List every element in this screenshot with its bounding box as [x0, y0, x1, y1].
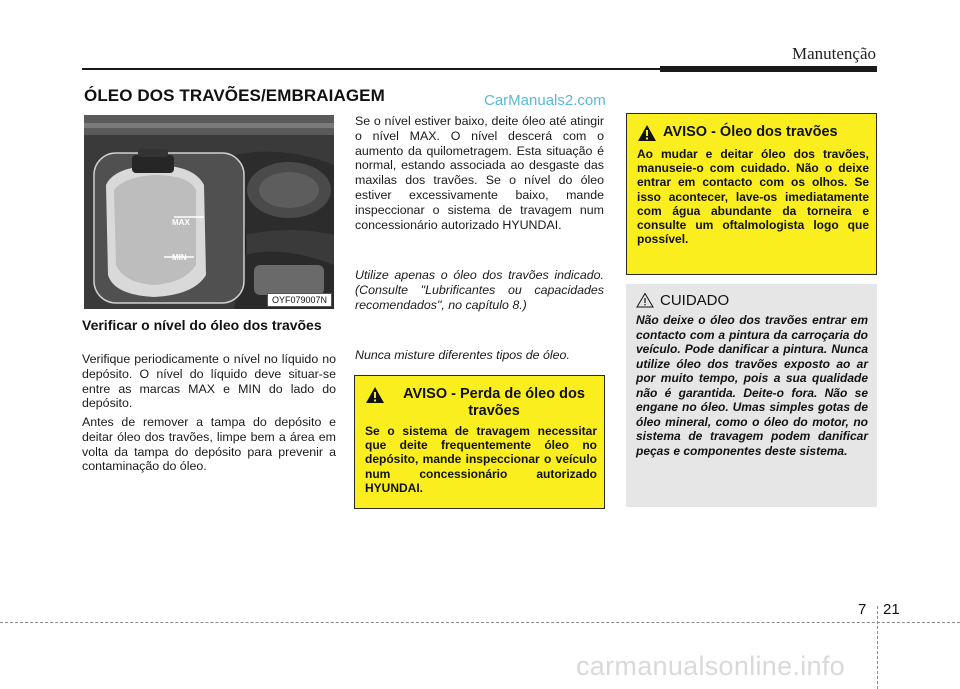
caution-box	[626, 284, 877, 507]
page-number: 21	[883, 601, 900, 618]
no-mixing-paragraph: Nunca misture diferentes tipos de óleo.	[355, 348, 570, 362]
caution-title: CUIDADO	[660, 292, 730, 309]
section-name: Manutenção	[791, 44, 876, 63]
page-title: ÓLEO DOS TRAVÕES/EMBRAIAGEM	[84, 86, 385, 105]
warning-brake-fluid-title: AVISO - Óleo dos travões	[663, 124, 838, 140]
recommended-fluid-paragraph: Utilize apenas o óleo dos travões indicado. (Consulte "Lubrificantes ou capacidades recomendados", no capítulo 8.)	[355, 268, 604, 312]
watermark-bottom[interactable]: carmanualsonline.info	[576, 651, 845, 681]
chapter-number: 7	[858, 601, 867, 618]
check-level-paragraph-1: Verifique periodicamente o nível no líquido no depósito. O nível do líquido deve situar-se entre as marcas MAX e MIN do lado do depósito.	[82, 352, 336, 411]
footer-divider	[877, 606, 878, 689]
check-level-heading: Verificar o nível do óleo dos travões	[82, 317, 322, 333]
watermark-top[interactable]: CarManuals2.com	[484, 92, 606, 109]
min-mark-label: MIN	[172, 253, 187, 262]
warning-fluid-loss-body: Se o sistema de travagem necessitar que deite frequentemente óleo no depósito, mande inspeccionar o veículo num concessionário autorizado HYUNDAI.	[365, 424, 597, 495]
brake-reservoir-photo	[84, 115, 334, 309]
warning-triangle-icon	[637, 124, 657, 142]
low-level-paragraph: Se o nível estiver baixo, deite óleo até atingir o nível MAX. O nível descerá com o aumento da quilometragem. Esta situação é normal, estando associada ao desgaste das maxilas dos travões. Se o nível do óleo estiver excessivamente baixo, mande inspeccionar o sistema de travagem num concessionário autorizado HYUNDAI.	[355, 114, 604, 232]
caution-body: Não deixe o óleo dos travões entrar em contacto com a pintura da carroçaria do veículo. Pode danificar a pintura. Nunca utilize óleo dos travões exposto ao ar por muito tempo, pois a sua qualidade não é garantida. Deite-o fora. Não se engane no óleo. Umas simples gotas de óleo mineral, como o óleo do motor, no sistema de travagem podem danificar peças e componentes deste sistema.	[636, 313, 868, 458]
caution-triangle-icon	[636, 292, 654, 308]
max-mark-label: MAX	[172, 218, 190, 227]
engine-bay-illustration	[84, 115, 334, 309]
footer-rule	[0, 622, 960, 623]
check-level-paragraph-2: Antes de remover a tampa do depósito e deitar óleo dos travões, limpe bem a área em volta da tampa do depósito para prevenir a contaminação do óleo.	[82, 415, 336, 474]
warning-brake-fluid-box	[626, 113, 877, 275]
warning-brake-fluid-body: Ao mudar e deitar óleo dos travões, manuseie-o com cuidado. Não o deixe entrar em contacto com os olhos. Se isso acontecer, lave-os imediatamente com água abundante da torneira e consulte um oftalmologista logo que possível.	[637, 147, 869, 247]
warning-triangle-icon	[365, 386, 385, 404]
header-bar	[660, 66, 877, 72]
figure-code: OYF079007N	[267, 293, 332, 307]
warning-fluid-loss-box	[354, 375, 605, 509]
warning-fluid-loss-title: AVISO - Perda de óleo dos travões	[403, 386, 585, 419]
